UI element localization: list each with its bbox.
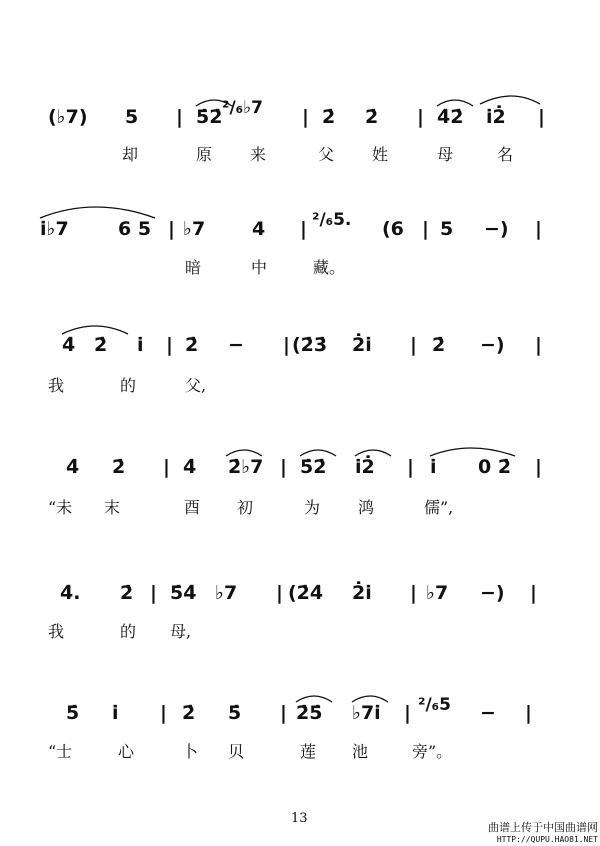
note: −: [480, 702, 496, 724]
lyric: 鸿: [358, 498, 375, 517]
note: 2̇: [112, 456, 126, 478]
barline: |: [530, 582, 537, 604]
barline: |: [160, 702, 167, 724]
note: ♭7i̇: [352, 702, 381, 724]
barline: |: [417, 106, 424, 128]
note: 6 5: [118, 218, 152, 240]
note: 2̇♭7: [228, 456, 264, 478]
lyric: 母,: [170, 622, 192, 641]
note: (2̇3̇: [292, 334, 328, 356]
barline: |: [166, 334, 173, 356]
note: ♭7: [426, 582, 449, 604]
note: 2̇: [120, 582, 134, 604]
lyric: 卜: [182, 742, 199, 761]
note: (2̇4̇: [288, 582, 324, 604]
lyric: 心: [118, 742, 135, 761]
note: ²/₆5: [418, 695, 451, 715]
note: 2̇: [94, 334, 108, 356]
lyric: 中: [251, 258, 268, 277]
note: 4̇2̇: [437, 106, 464, 128]
barline: |: [168, 218, 175, 240]
slur: [430, 448, 515, 456]
barline: |: [280, 456, 287, 478]
note: 4: [252, 218, 266, 240]
note: 2̇i̇: [352, 334, 372, 356]
note: 5̇: [228, 702, 242, 724]
barline: |: [538, 106, 545, 128]
note: 0 2̇: [478, 456, 512, 478]
note: (6: [382, 218, 404, 240]
note: i̇2̇: [486, 106, 506, 128]
barline: |: [525, 702, 532, 724]
lyric: 却: [122, 145, 139, 164]
note: 2̇: [322, 106, 336, 128]
lyric: 的: [120, 622, 137, 641]
barline: |: [276, 582, 283, 604]
watermark: [488, 819, 598, 844]
note: 2̇: [365, 106, 379, 128]
barline: |: [422, 218, 429, 240]
lyric: 为: [304, 498, 321, 517]
watermark-site-name: 曲谱上传于中国曲谱网: [488, 821, 598, 834]
note: 2̇: [185, 334, 199, 356]
barline: |: [404, 702, 411, 724]
lyric: 父,: [185, 376, 207, 395]
note: −): [480, 582, 505, 604]
slur: [62, 326, 128, 334]
note: −: [228, 334, 244, 356]
note: 4̇: [62, 334, 76, 356]
note: 5̇4̇: [170, 582, 197, 604]
barline: |: [407, 456, 414, 478]
lyric: 酉: [184, 498, 201, 517]
note: i̇: [137, 334, 144, 356]
note: 5̇2̇: [196, 106, 223, 128]
note: 2̇5̇: [296, 702, 323, 724]
note: ♭7: [215, 582, 238, 604]
lyric: 末: [104, 498, 121, 517]
barline: |: [535, 456, 542, 478]
lyric: “士: [48, 742, 73, 761]
note: 5: [125, 106, 139, 128]
note: 4̇.: [60, 582, 81, 604]
barline: |: [163, 456, 170, 478]
lyric: 我: [48, 622, 65, 641]
lyric: 旁”。: [412, 742, 453, 761]
barline: |: [302, 106, 309, 128]
barline: |: [150, 582, 157, 604]
lyric: 父: [318, 145, 335, 164]
note: i̇2̇: [355, 456, 375, 478]
lyric: 藏。: [313, 258, 346, 277]
note: 2̇: [432, 334, 446, 356]
barline: |: [535, 218, 542, 240]
note: ²/₆♭7: [222, 98, 263, 118]
note: i̇: [430, 456, 437, 478]
lyric: 姓: [372, 145, 389, 164]
lyric: 来: [250, 145, 267, 164]
note: 4̇: [183, 456, 197, 478]
lyric: 贝: [228, 742, 245, 761]
lyric: 儒”,: [424, 498, 454, 517]
slur: [40, 207, 155, 218]
barline: |: [176, 106, 183, 128]
note: i̇: [112, 702, 119, 724]
page-number: 13: [291, 811, 308, 826]
note: 5̇: [66, 702, 80, 724]
barline: |: [410, 582, 417, 604]
note: i̇♭7: [40, 218, 69, 240]
lyric: 的: [120, 376, 137, 395]
note: 5̇2̇: [300, 456, 327, 478]
note: (♭7): [48, 106, 88, 128]
slur: [480, 96, 540, 104]
note: −): [480, 334, 505, 356]
lyric: “未: [48, 498, 73, 517]
barline: |: [410, 334, 417, 356]
note: 2̇i̇: [352, 582, 372, 604]
barline: |: [283, 334, 290, 356]
barline: |: [535, 334, 542, 356]
lyric: 原: [196, 145, 213, 164]
lyric: 名: [497, 145, 514, 164]
note: 5: [440, 218, 454, 240]
note: ♭7: [183, 218, 206, 240]
lyric: 我: [48, 376, 65, 395]
lyric: 莲: [300, 742, 317, 761]
note: 4̇: [66, 456, 80, 478]
barline: |: [280, 702, 287, 724]
note: 2̇: [182, 702, 196, 724]
lyric: 池: [352, 742, 369, 761]
lyric: 初: [237, 498, 254, 517]
note: ²/₆5.: [312, 210, 352, 230]
lyric: 母: [437, 145, 454, 164]
watermark-url: HTTP://QUPU.HAO81.NET: [496, 835, 598, 844]
barline: |: [300, 218, 307, 240]
lyric: 暗: [185, 258, 202, 277]
note: −): [484, 218, 509, 240]
